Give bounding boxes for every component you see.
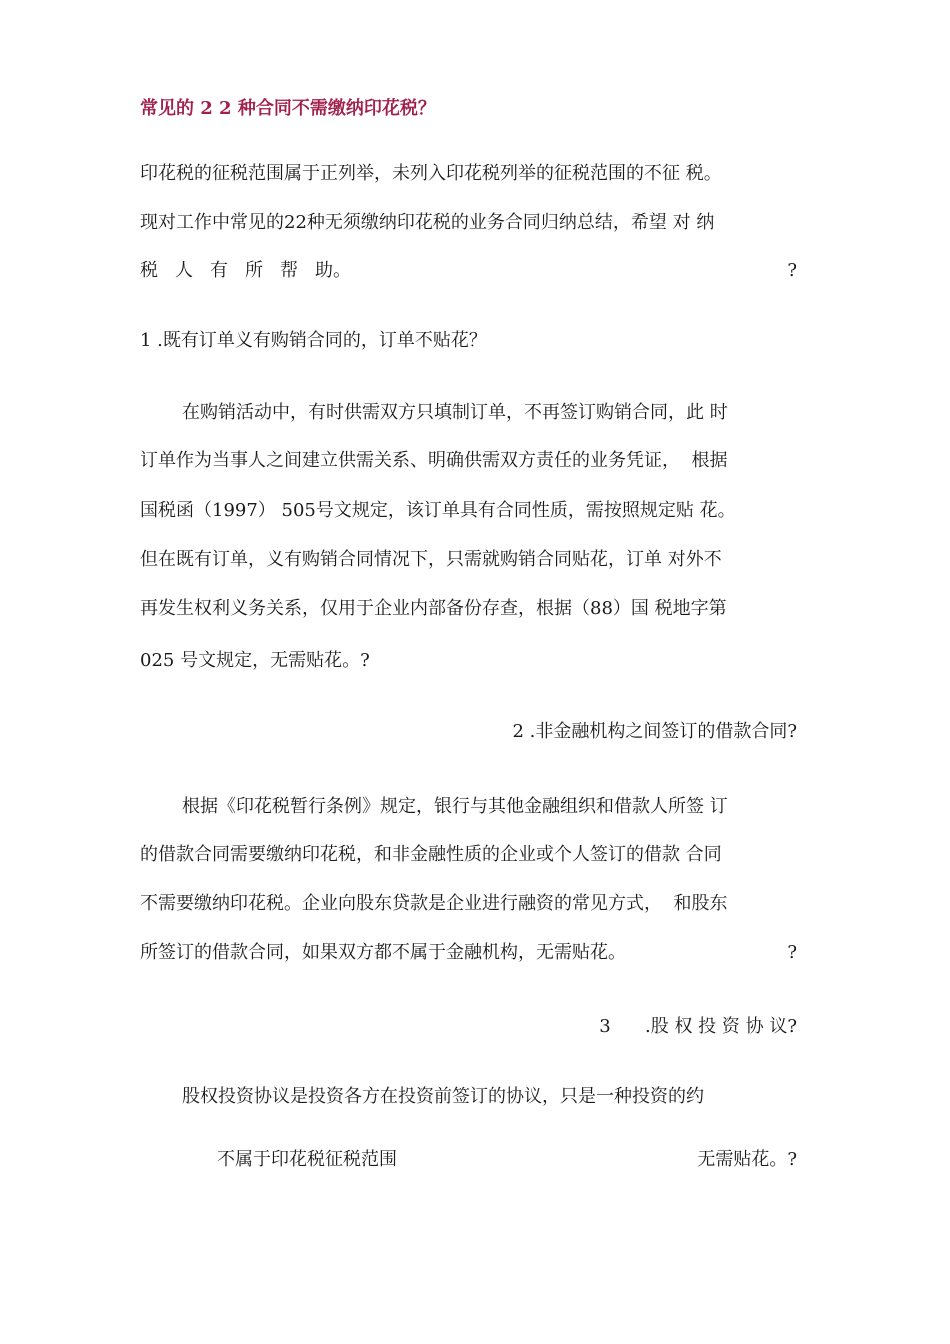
section-1-line: 订单作为当事人之间建立供需关系、明确供需双方责任的业务凭证， 根据 (140, 450, 728, 471)
section-3-line-2-left: 不属于印花税征税范围 (217, 1149, 397, 1170)
section-3-line-2-right: 无需贴花。? (697, 1149, 797, 1170)
section-2-line: 不需要缴纳印花税。企业向股东贷款是企业进行融资的常见方式， 和股东 (140, 893, 728, 914)
section-1-line: 国税函（1997） 505号文规定，该订单具有合同性质，需按照规定贴 花。 (140, 500, 736, 521)
intro-char: 助。 (315, 260, 351, 281)
intro-line-1 (140, 162, 797, 186)
section-1-line: 再发生权利义务关系，仅用于企业内部备份存查，根据（88）国 税地字第 (140, 598, 727, 619)
page-title: 常见的 2 2 种合同不需缴纳印花税？ (140, 98, 436, 119)
intro-char: 人 (175, 260, 193, 281)
section-1-line: 025 号文规定，无需贴花。? (140, 650, 370, 671)
intro-char: 有 (210, 260, 228, 281)
section-1-heading: 1 .既有订单义有购销合同的，订单不贴花？ (140, 330, 487, 351)
section-1-line: 在购销活动中，有时供需双方只填制订单，不再签订购销合同，此 时 (182, 402, 728, 423)
section-2-line: 根据《印花税暂行条例》规定，银行与其他金融组织和借款人所签 订 (182, 796, 728, 817)
intro-line-3 (140, 259, 797, 283)
intro-line-3-end: ? (787, 260, 797, 281)
section-2-heading: 2 .非金融机构之间签订的借款合同? (512, 721, 797, 742)
section-2-line-4-end: ? (787, 942, 797, 963)
intro-char: 税 (140, 260, 158, 281)
intro-char: 帮 (280, 260, 298, 281)
section-3-line-1: 股权投资协议是投资各方在投资前签订的协议，只是一种投资的约 (182, 1086, 704, 1107)
section-2-line: 的借款合同需要缴纳印花税，和非金融性质的企业或个人签订的借款 合同 (140, 844, 722, 865)
intro-char: 所 (245, 260, 263, 281)
section-2-line-4 (140, 941, 797, 965)
section-3-line-2 (140, 1148, 797, 1172)
section-1-line: 但在既有订单，义有购销合同情况下，只需就购销合同贴花，订单 对外不 (140, 549, 722, 570)
intro-line-2: 现对工作中常见的22种无须缴纳印花税的业务合同归纳总结，希望 对 纳 (140, 212, 715, 233)
intro-line-1-text: 印花税的征税范围属于正列举，未列入印花税列举的征税范围的不征 税。 (140, 163, 722, 184)
intro-line-3-words (140, 259, 351, 283)
section-2-line-4-text: 所签订的借款合同，如果双方都不属于金融机构，无需贴花。 (140, 942, 626, 963)
section-3-heading: 3 .股 权 投 资 协 议? (599, 1016, 797, 1037)
